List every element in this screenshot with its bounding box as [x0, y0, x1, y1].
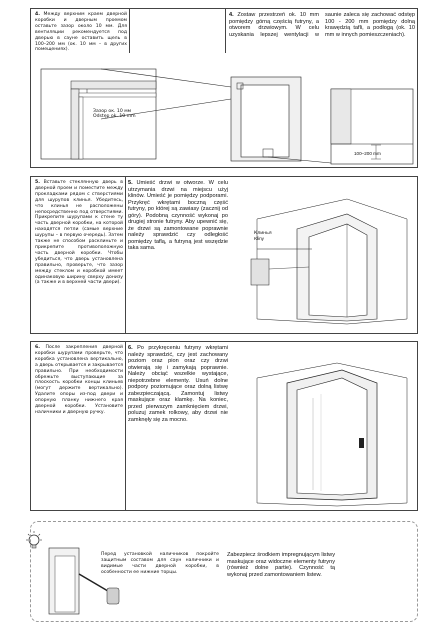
section-6-ru-text: 6. После закрепления дверной коробки шурупами проверьте, что коробка установлена вертикально, а дверь открывается и закрывается правильно. При необходимости обрежьте выступающие за плоскость коробки концы клиньев (могут держите вертикально). Удалите опоры из-под двери и опорную планку нижнего края дверной коробки. Установите наличники и дверную ручку.	[35, 345, 123, 415]
tip-pl-text: Zabezpiecz środkiem impregnującym listwy maskujące oraz widoczne elementy futryny (również dolne partie). Czynność tą wykonaj przed zamontowaniem listew.	[227, 552, 335, 578]
section-6-panel	[30, 341, 418, 511]
floor-gap-label: 100–200 mm	[354, 151, 381, 156]
gap-label: Зазор ок. 10 мм Odstęp ok. 10 mm	[93, 109, 136, 120]
door-wedges-illustration	[237, 189, 417, 329]
section-5-pl-text: 5. Umieść drzwi w otworze. W celu utrzymania drzwi na miejscu użyj klinów. Umieść je pomiędzy podporami. Przykręć wkrętami boczną część futryny, po której są zawiasy (zacznij od góry). Podobną czynność wykonaj po drugiej stronie futryny. Aby upewnić się, że drzwi są zamontowane poprawnie należy sprawdzić czy odległość pomiędzy taflą, a futryną jest wszędzie taka sama.	[128, 180, 228, 251]
section-5-ru-text: 5. Вставьте стеклянную дверь в дверной проем и поместите между прокладками рядом с стверстиями для шурупов клинья. Убедитесь, что клинья не расположены непосредственно под отверстиями. Прикрепите шурупами к стене ту часть дверной коробки, на которой находятся петли (самые верхние шурупы – в первую очередь). Затем также не способом расклиньте и прикрепите противоположную часть дверной коробки. Чтобы убедиться, что дверь установлена правильно, проверьте, что зазор между стеклом и коробкой имеет одинаковую ширину сверху донизу (а также и в верхней части двери).	[35, 180, 123, 286]
wedge-label: Клинья Kliny	[254, 231, 272, 242]
tip-panel	[30, 521, 418, 622]
tip-ru-text: Перед установкой наличников покройте защитным составом для саун наличники и видимые части дверной коробки, в особенности ее нижние торцы.	[101, 552, 219, 575]
coating-illustration	[45, 538, 125, 618]
section-4-ru-text: 4. Между верхним краем дверной коробки и дверным проемом оставьте зазор около 10 мм. Для вентиляции рекомендуется под дверью в сауне оставить щель в 100–200 мм (ок. 10 мм – в других помещениях).	[35, 12, 127, 53]
section-5-panel	[30, 176, 418, 334]
section-6-pl-text: 6. Po przykręceniu futryny wkrętami należy sprawdzić, czy jest zachowany poziom oraz pion oraz czy drzwi otwierają się i zamykają poprawnie. Należy obciąć wszelkie wystające, niepotrzebne elementy. Usuń dolne podpory poziomujące oraz dolną listwę zabezpieczającą. Zamontuj listwy maskujące oraz klamkę. Na koniec, przed pierwszym zamknięciem drzwi, poluzuj zamek rolkowy, aby drzwi nie zamknęły się za mocno.	[128, 345, 228, 423]
section-4-pl-text: 4. Zostaw przestrzeń ok. 10 mm pomiędzy górną częścią futryny, a otworem drzwiowym. W celu uzyskania lepszej wentylacji w saunie zaleca się zachować odstęp 100 - 200 mm pomiędzy dolną krawędzią tafli, a podłogą (ok. 10 mm w innych pomieszczeniach).	[229, 12, 415, 38]
section-4-panel	[30, 8, 418, 168]
finished-door-illustration	[237, 358, 417, 508]
